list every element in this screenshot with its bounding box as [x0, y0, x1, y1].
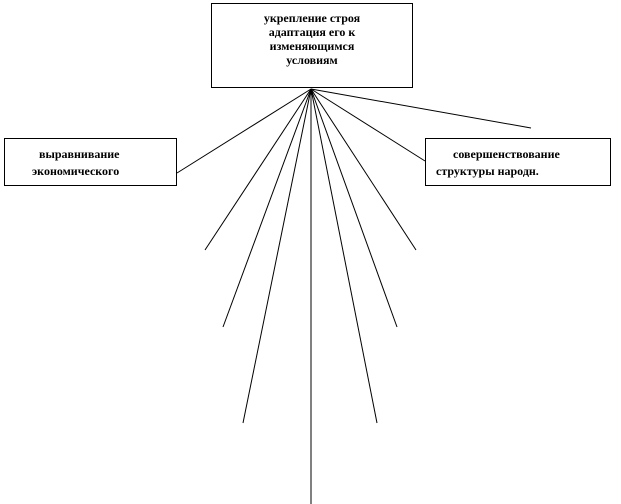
- right-concept-box: [425, 138, 611, 186]
- connector-far-right: [311, 89, 531, 128]
- left-concept-box: [4, 138, 177, 186]
- right-box-line-2: структуры народн.: [436, 164, 539, 178]
- connector-to-left-box: [177, 89, 311, 173]
- connector-right-2: [311, 89, 397, 327]
- connector-left-2: [223, 89, 311, 327]
- center-box-line-2: адаптация его к: [268, 25, 356, 39]
- connector-left-3: [243, 89, 311, 423]
- left-box-line-1: выравнивание: [39, 147, 120, 161]
- right-box-line-1: совершенствование: [453, 147, 560, 161]
- center-box-line-1: укрепление строя: [263, 11, 361, 25]
- connector-to-right-box: [311, 89, 425, 161]
- center-box-line-4: условиям: [286, 53, 338, 67]
- center-box-line-3: изменяющимся: [269, 39, 355, 53]
- center-concept-box: [211, 3, 413, 88]
- left-box-line-2: экономического: [32, 164, 120, 178]
